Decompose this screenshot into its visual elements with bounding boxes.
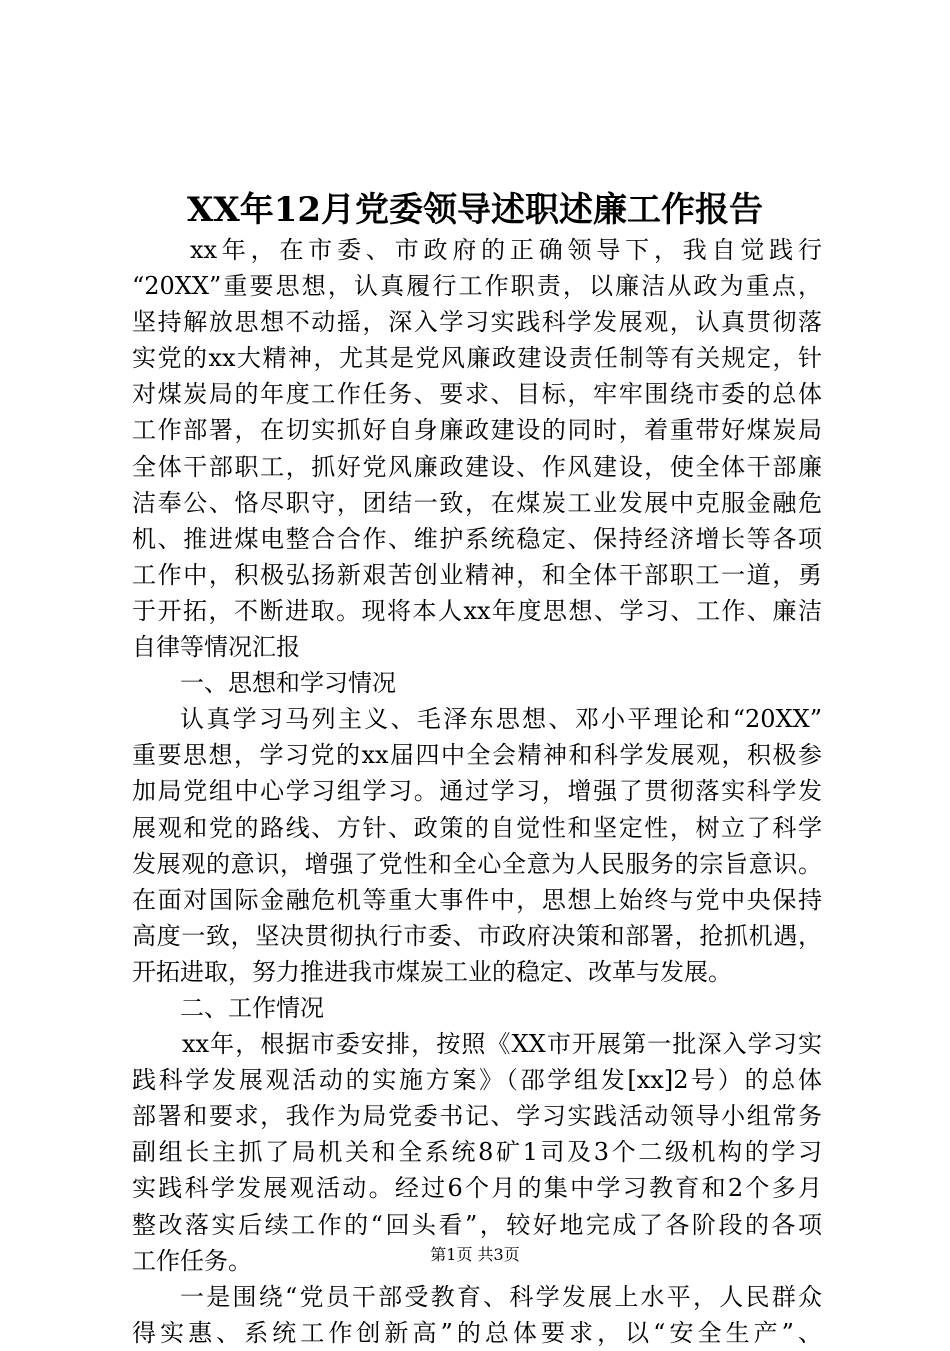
body-text-line: 二、工作情况	[180, 993, 324, 1022]
body-text-line: 加局党组中心学习组学习。通过学习，增强了贯彻落实科学发	[132, 777, 822, 806]
body-text-line: 践科学发展观活动的实施方案》（邵学组发[xx]2号）的总体	[132, 1066, 822, 1095]
body-text-line: 机、推进煤电整合合作、维护系统稳定、保持经济增长等各项	[132, 524, 822, 553]
body-text-line: 得实惠、系统工作创新高”的总体要求，以“安全生产”、	[132, 1318, 822, 1347]
body-text-line: 开拓进取，努力推进我市煤炭工业的稳定、改革与发展。	[132, 957, 732, 986]
body-text-line: 对煤炭局的年度工作任务、要求、目标，牢牢围绕市委的总体	[132, 380, 822, 409]
page-footer: 第1页 共3页	[430, 1245, 520, 1264]
body-text-line: 洁奉公、恪尽职守，团结一致，在煤炭工业发展中克服金融危	[132, 488, 822, 517]
body-text-line: 高度一致，坚决贯彻执行市委、市政府决策和部署，抢抓机遇，	[132, 921, 822, 950]
body-text-line: 一、思想和学习情况	[180, 669, 396, 698]
body-text-line: 部署和要求，我作为局党委书记、学习实践活动领导小组常务	[132, 1102, 822, 1131]
body-text-line: xx年，在市委、市政府的正确领导下，我自觉践行	[190, 236, 822, 264]
body-text-line: 重要思想，学习党的xx届四中全会精神和科学发展观，积极参	[132, 741, 822, 770]
document-body	[132, 232, 822, 1351]
body-text-line: 于开拓，不断进取。现将本人xx年度思想、学习、工作、廉洁	[132, 596, 822, 625]
body-text-line: 在面对国际金融危机等重大事件中，思想上始终与党中央保持	[132, 885, 822, 914]
body-text-line: 工作任务。	[132, 1246, 252, 1275]
body-text-line: 一是围绕“党员干部受教育、科学发展上水平，人民群众	[180, 1282, 822, 1311]
body-text-line: 工作中，积极弘扬新艰苦创业精神，和全体干部职工一道，勇	[132, 560, 822, 589]
body-text-line: 整改落实后续工作的“回头看”，较好地完成了各阶段的各项	[132, 1210, 822, 1239]
body-text-line: 实党的xx大精神，尤其是党风廉政建设责任制等有关规定，针	[132, 344, 822, 373]
body-text-line: 认真学习马列主义、毛泽东思想、邓小平理论和“20XX”	[180, 705, 822, 734]
body-text-line: 展观和党的路线、方针、政策的自觉性和坚定性，树立了科学	[132, 813, 822, 842]
body-text-line: 实践科学发展观活动。经过6个月的集中学习教育和2个多月	[132, 1174, 822, 1203]
body-text-line: 发展观的意识，增强了党性和全心全意为人民服务的宗旨意识。	[132, 849, 822, 878]
body-text-line: 坚持解放思想不动摇，深入学习实践科学发展观，认真贯彻落	[132, 308, 822, 337]
body-text-line: 副组长主抓了局机关和全系统8矿1司及3个二级机构的学习	[132, 1138, 822, 1167]
body-text-line: 自律等情况汇报	[132, 633, 300, 662]
document-title: XX年12月党委领导述职述廉工作报告	[186, 190, 764, 230]
body-text-line: xx年，根据市委安排，按照《XX市开展第一批深入学习实	[182, 1030, 822, 1059]
body-text-line: 全体干部职工，抓好党风廉政建设、作风建设，使全体干部廉	[132, 452, 822, 481]
body-text-line: “20XX”重要思想，认真履行工作职责，以廉洁从政为重点，	[132, 272, 822, 301]
body-text-line: 工作部署，在切实抓好自身廉政建设的同时，着重带好煤炭局	[132, 416, 822, 445]
